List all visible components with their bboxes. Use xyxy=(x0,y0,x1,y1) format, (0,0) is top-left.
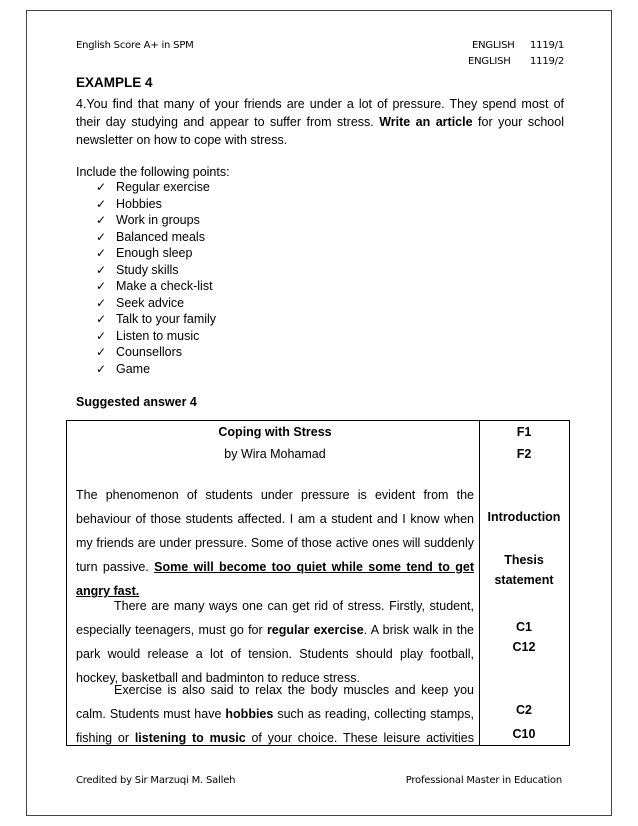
thesis-text: angry fast. xyxy=(76,584,140,598)
essay-line xyxy=(76,618,474,642)
answer-title: Coping with Stress xyxy=(218,425,332,439)
checkmark-icon: ✓ xyxy=(96,295,107,310)
essay-line: behaviour of those students affected. I am a student and I know when xyxy=(76,512,474,526)
header-code-2: 1119/2 xyxy=(530,56,564,67)
essay-line xyxy=(76,594,474,618)
checkmark-icon: ✓ xyxy=(96,196,107,211)
essay-paragraph-2 xyxy=(76,594,474,690)
essay-line xyxy=(76,678,474,702)
essay-line: The phenomenon of students under pressure is evident from the xyxy=(76,488,474,502)
checkmark-icon: ✓ xyxy=(96,246,107,260)
point-item xyxy=(96,262,216,279)
mark-c12: C12 xyxy=(512,640,536,654)
essay-text: fishing or xyxy=(76,731,135,745)
header-subject-2: ENGLISH xyxy=(468,56,511,67)
checkmark-icon: ✓ xyxy=(96,345,107,359)
mark-introduction: Introduction xyxy=(487,510,561,524)
essay-line xyxy=(76,555,474,579)
essay-text: of your choice. These leisure activities xyxy=(245,731,475,745)
point-label: Talk to your family xyxy=(116,312,217,326)
mark-f2: F2 xyxy=(516,447,532,461)
header-subject-1: ENGLISH xyxy=(472,40,515,51)
essay-text: . A brisk walk in the xyxy=(363,623,474,637)
question-text xyxy=(76,95,564,149)
point-label: Balanced meals xyxy=(116,229,205,244)
point-item xyxy=(96,278,216,295)
points-list xyxy=(96,179,216,377)
essay-text: There are many ways one can get rid of stress. Firstly, student, xyxy=(114,599,474,613)
point-item xyxy=(96,196,216,213)
question-bold: Write an article xyxy=(379,115,473,129)
essay-line xyxy=(76,702,474,726)
point-item xyxy=(96,295,216,312)
essay-line: park would release a lot of tension. Students should play football, xyxy=(76,647,474,661)
point-item xyxy=(96,311,216,328)
checkmark-icon: ✓ xyxy=(96,213,107,227)
checkmark-icon: ✓ xyxy=(96,361,107,376)
point-label: Seek advice xyxy=(116,295,185,310)
include-label: Include the following points: xyxy=(76,165,230,179)
point-label: Game xyxy=(116,361,151,376)
question-text-before: 4.You find that many of your friends are under a lot of pressure. They spend most of their day studying and appear to suffer from stress. xyxy=(76,97,564,129)
point-item xyxy=(96,229,216,246)
checkmark-icon: ✓ xyxy=(96,312,107,326)
thesis-text: Some will become too quiet while some tend to get xyxy=(154,560,474,574)
point-item xyxy=(96,361,216,378)
essay-line: hockey, basketball and badminton to reduce stress. xyxy=(76,671,360,685)
mark-c1: C1 xyxy=(516,620,532,634)
keyword-text: hobbies xyxy=(225,707,274,721)
essay-paragraph-1 xyxy=(76,483,474,603)
essay-text: calm. Students must have xyxy=(76,707,226,721)
essay-text: turn passive. xyxy=(76,560,155,574)
mark-thesis-1: Thesis xyxy=(504,553,544,567)
mark-c10: C10 xyxy=(512,727,536,741)
answer-byline: by Wira Mohamad xyxy=(224,447,326,461)
mark-thesis-2: statement xyxy=(494,573,554,587)
question-text-after: for your school newsletter on how to cope with stress. xyxy=(76,115,564,147)
checkmark-icon: ✓ xyxy=(96,279,107,293)
essay-text: Exercise is also said to relax the body muscles and keep you xyxy=(114,683,474,697)
point-item xyxy=(96,328,216,345)
point-label: Listen to music xyxy=(116,328,200,343)
point-item xyxy=(96,179,216,196)
footer-left: Credited by Sir Marzuqi M. Salleh xyxy=(76,775,236,786)
point-label: Study skills xyxy=(116,262,179,277)
header-left: English Score A+ in SPM xyxy=(76,40,194,51)
essay-line xyxy=(76,726,474,750)
checkmark-icon: ✓ xyxy=(96,262,107,277)
point-item xyxy=(96,212,216,229)
point-item xyxy=(96,344,216,361)
checkmark-icon: ✓ xyxy=(96,180,107,194)
point-label: Enough sleep xyxy=(116,246,193,260)
keyword-text: listening to music xyxy=(134,731,246,745)
header-code-1: 1119/1 xyxy=(530,40,564,51)
essay-paragraph-3 xyxy=(76,678,474,750)
point-item xyxy=(96,245,216,262)
point-label: Hobbies xyxy=(116,196,162,211)
checkmark-icon: ✓ xyxy=(96,229,107,244)
point-label: Work in groups xyxy=(116,213,200,227)
mark-f1: F1 xyxy=(516,425,532,439)
point-label: Regular exercise xyxy=(116,180,210,194)
essay-line: my friends are under pressure. Some of those active ones will suddenly xyxy=(76,536,474,550)
checkmark-icon: ✓ xyxy=(96,328,107,343)
point-label: Counsellors xyxy=(116,345,183,359)
suggested-answer-label: Suggested answer 4 xyxy=(76,395,197,409)
footer-right: Professional Master in Education xyxy=(405,775,562,786)
essay-text: such as reading, collecting stamps, xyxy=(273,707,474,721)
point-label: Make a check-list xyxy=(116,279,213,293)
mark-c2: C2 xyxy=(516,703,532,717)
keyword-text: regular exercise xyxy=(266,623,364,637)
essay-text: especially teenagers, must go for xyxy=(76,623,267,637)
example-title: EXAMPLE 4 xyxy=(76,75,153,90)
